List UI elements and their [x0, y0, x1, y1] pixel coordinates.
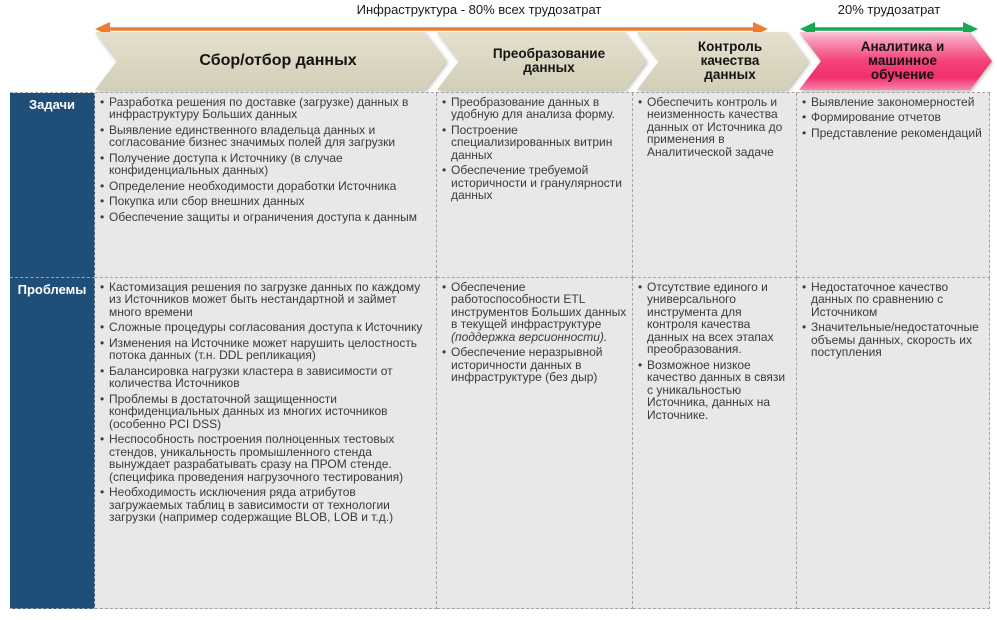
- bullet-item: • Преобразование данных в удобную для анализа форму.: [442, 96, 627, 121]
- bullet-item: • Значительные/недостаточные объемы данных, скорость их поступления: [802, 321, 984, 358]
- problems-quality-control-cell: [633, 278, 797, 609]
- bullet-item: • Обеспечение работоспособности ETL инструментов Больших данных в текущей инфраструктуре (поддержка версионности).: [442, 281, 627, 343]
- bullet-item: • Необходимость исключения ряда атрибутов загружаемых таблиц в зависимости от технологии загрузки (например содержащие BLOB, LOB и т.д.): [100, 486, 431, 523]
- bullet-item: • Изменения на Источнике может нарушить целостность потока данных (т.н. DDL репликация): [100, 337, 431, 362]
- bullet-list: [100, 96, 431, 223]
- bullet-item: • Построение специализированных витрин данных: [442, 124, 627, 161]
- stage-analytics-ml: [799, 32, 992, 90]
- stage-label: Аналитика и машинное обучение: [860, 38, 945, 83]
- bullet-list: [802, 96, 984, 139]
- bullet-item: • Формирование отчетов: [802, 111, 984, 123]
- bullet-list: [638, 281, 791, 421]
- bullet-list: [442, 281, 627, 384]
- bullet-item: • Покупка или сбор внешних данных: [100, 195, 431, 207]
- analytics-effort-label: 20% трудозатрат: [837, 2, 941, 17]
- bullet-item: • Неспособность построения полноценных тестовых стендов, уникальность промышленного стенда вынуждает разрабатывать сразу на ПРОМ стенде. (специфика проведения нагрузочного тестирования): [100, 433, 431, 483]
- bullet-item: • Обеспечение неразрывной историчности данных в инфраструктуре (без дыр): [442, 346, 627, 383]
- bullet-item: • Сложные процедуры согласования доступа к Источнику: [100, 321, 431, 333]
- bullet-item: • Обеспечение требуемой историчности и гранулярности данных: [442, 164, 627, 201]
- bullet-item: • Кастомизация решения по загрузке данных по каждому из Источников может быть нестандартной и займет много времени: [100, 281, 431, 318]
- problems-data-collection-cell: [95, 278, 437, 609]
- bullet-list: [100, 281, 431, 523]
- stage-label: Контроль качества данных: [697, 38, 763, 83]
- stage-label: Преобразование данных: [492, 45, 606, 75]
- problems-data-transformation-cell: [437, 278, 633, 609]
- bullet-item: • Проблемы в достаточной защищенности конфиденциальных данных из многих источников (особенно PCI DSS): [100, 393, 431, 430]
- bullet-item: • Возможное низкое качество данных в связи с уникальностью Источника, данных на Источнике.: [638, 359, 791, 421]
- bullet-list: [638, 96, 791, 158]
- bullet-item: • Определение необходимости доработки Источника: [100, 180, 431, 192]
- tasks-quality-control-cell: [633, 93, 797, 278]
- bullet-item: • Обеспечить контроль и неизменность качества данных от Источника до применения в Аналитической задаче: [638, 96, 791, 158]
- stage-data-collection: [95, 32, 447, 90]
- bullet-item: • Выявление закономерностей: [802, 96, 984, 108]
- tasks-data-collection-cell: [95, 93, 437, 278]
- stage-task-problem-table: [10, 92, 990, 608]
- row-header-problems: Проблемы: [10, 278, 95, 609]
- stage-data-transformation: [437, 32, 647, 90]
- problems-analytics-ml-cell: [797, 278, 990, 609]
- bullet-item: • Балансировка нагрузки кластера в зависимости от количества Источников: [100, 365, 431, 390]
- infrastructure-effort-label: Инфраструктура - 80% всех трудозатрат: [356, 2, 602, 17]
- bullet-item: • Выявление единственного владельца данных и согласование бизнес значимых полей для загрузки: [100, 124, 431, 149]
- stage-label: Сбор/отбор данных: [199, 51, 357, 69]
- bullet-item: • Отсутствие единого и универсального инструмента для контроля качества данных на всех этапах преобразования.: [638, 281, 791, 356]
- bullet-item: • Разработка решения по доставке (загрузке) данных в инфраструктуру Больших данных: [100, 96, 431, 121]
- bullet-item: • Представление рекомендаций: [802, 127, 984, 139]
- tasks-analytics-ml-cell: [797, 93, 990, 278]
- stage-data-quality-control: [637, 32, 809, 90]
- bullet-item: • Обеспечение защиты и ограничения доступа к данным: [100, 211, 431, 223]
- bullet-list: [802, 281, 984, 359]
- bullet-item: • Недостаточное качество данных по сравнению с Источником: [802, 281, 984, 318]
- bullet-item: • Получение доступа к Источнику (в случае конфиденциальных данных): [100, 152, 431, 177]
- row-header-tasks: Задачи: [10, 93, 95, 278]
- tasks-data-transformation-cell: [437, 93, 633, 278]
- bullet-list: [442, 96, 627, 202]
